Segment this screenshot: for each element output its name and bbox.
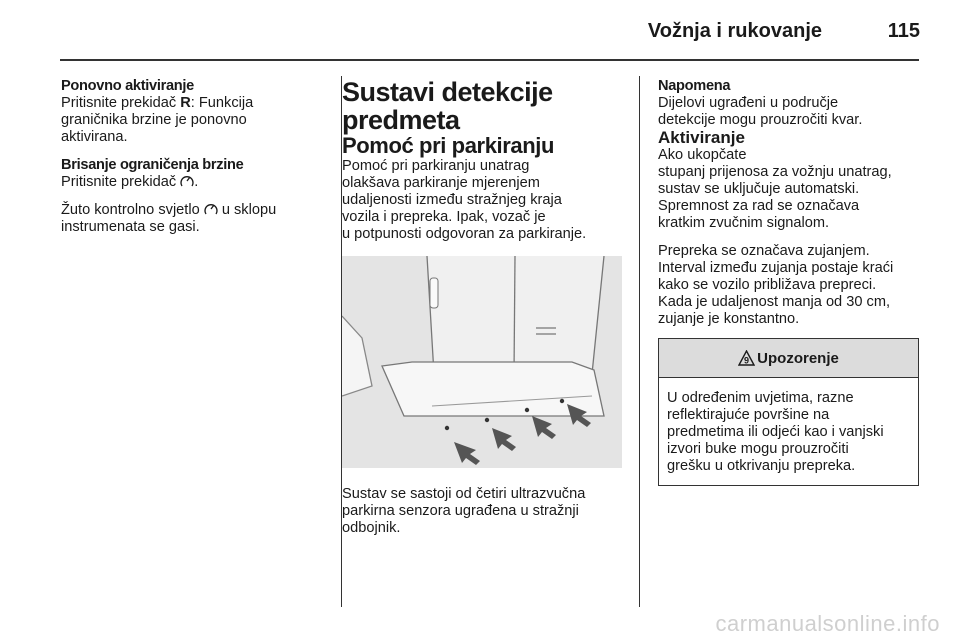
watermark: carmanualsonline.info: [715, 611, 940, 636]
warning-triangle-icon: [738, 350, 755, 366]
note-text: Dijelovi ugrađeni u područje detekcije mogu prouzročiti kvar.: [658, 95, 863, 128]
column-2: [342, 78, 632, 537]
warning-title: Upozorenje: [757, 349, 839, 367]
activation-heading: Aktiviranje: [658, 128, 745, 147]
reactivate-text: Pritisnite prekidač R: Funkcija: [61, 95, 254, 111]
warning-text: U određenim uvjetima, razne reflektirajuće površine na predmetima ili odjeći kao i vanjski izvori buke mogu prouzročiti grešku u otkrivanju prepreka.: [667, 390, 884, 474]
activation-text: Ako ukopčate stupanj prijenosa za vožnju unatrag, sustav se uključuje automatski. Spremnost za rad se označava kratkim zvučnim signalom.: [658, 147, 892, 231]
column-1: Ponovno aktiviranje Pritisnite prekidač R: Funkcija graničnika brzine je ponovno aktivirana. Brisanje ograničenja brzine Pritisnite prekidač . Žuto kontrolno svjetlo u sklopu instrumenata se gasi.: [61, 78, 333, 236]
header-title: Vožnja i rukovanje: [647, 20, 822, 42]
parking-assist-heading: Pomoć pri parkiranju: [342, 133, 555, 158]
warning-box: [658, 338, 919, 486]
note-heading: Napomena: [658, 78, 731, 94]
column-divider-2: [639, 76, 640, 607]
warning-header: [659, 339, 918, 378]
speed-limiter-lamp-icon: [204, 202, 218, 216]
page-header: [0, 0, 960, 60]
warning-number: 9: [744, 355, 750, 366]
lamp-text: Žuto kontrolno svjetlo u sklopu: [61, 202, 277, 218]
parking-assist-intro: Pomoć pri parkiranju unatrag olakšava parkiranje mjerenjem udaljenosti između stražnjeg kraja vozila i prepreka. Ipak, vozač je u potpunosti odgovoran za parkiranje.: [342, 158, 587, 242]
page-number: 115: [887, 20, 920, 42]
header-rule: [60, 59, 919, 61]
reactivate-heading: Ponovno aktiviranje: [61, 78, 194, 94]
rear-sensors-illustration: [342, 256, 622, 468]
column-3: [658, 78, 928, 486]
section-title: Sustavi detekcije predmeta: [342, 77, 553, 135]
speed-limiter-icon: [180, 174, 194, 188]
switch-r-label: R: [180, 95, 191, 111]
sensors-caption: Sustav se sastoji od četiri ultrazvučna parkirna senzora ugrađena u stražnji odbojnik.: [342, 486, 586, 536]
buzzer-text: Prepreka se označava zujanjem. Interval između zujanja postaje kraći kako se vozilo približava prepreci. Kada je udaljenost manja od 30 cm, zujanje je konstantno.: [658, 243, 894, 327]
clear-limit-heading: Brisanje ograničenja brzine: [61, 157, 244, 173]
clear-limit-text: Pritisnite prekidač .: [61, 174, 199, 190]
